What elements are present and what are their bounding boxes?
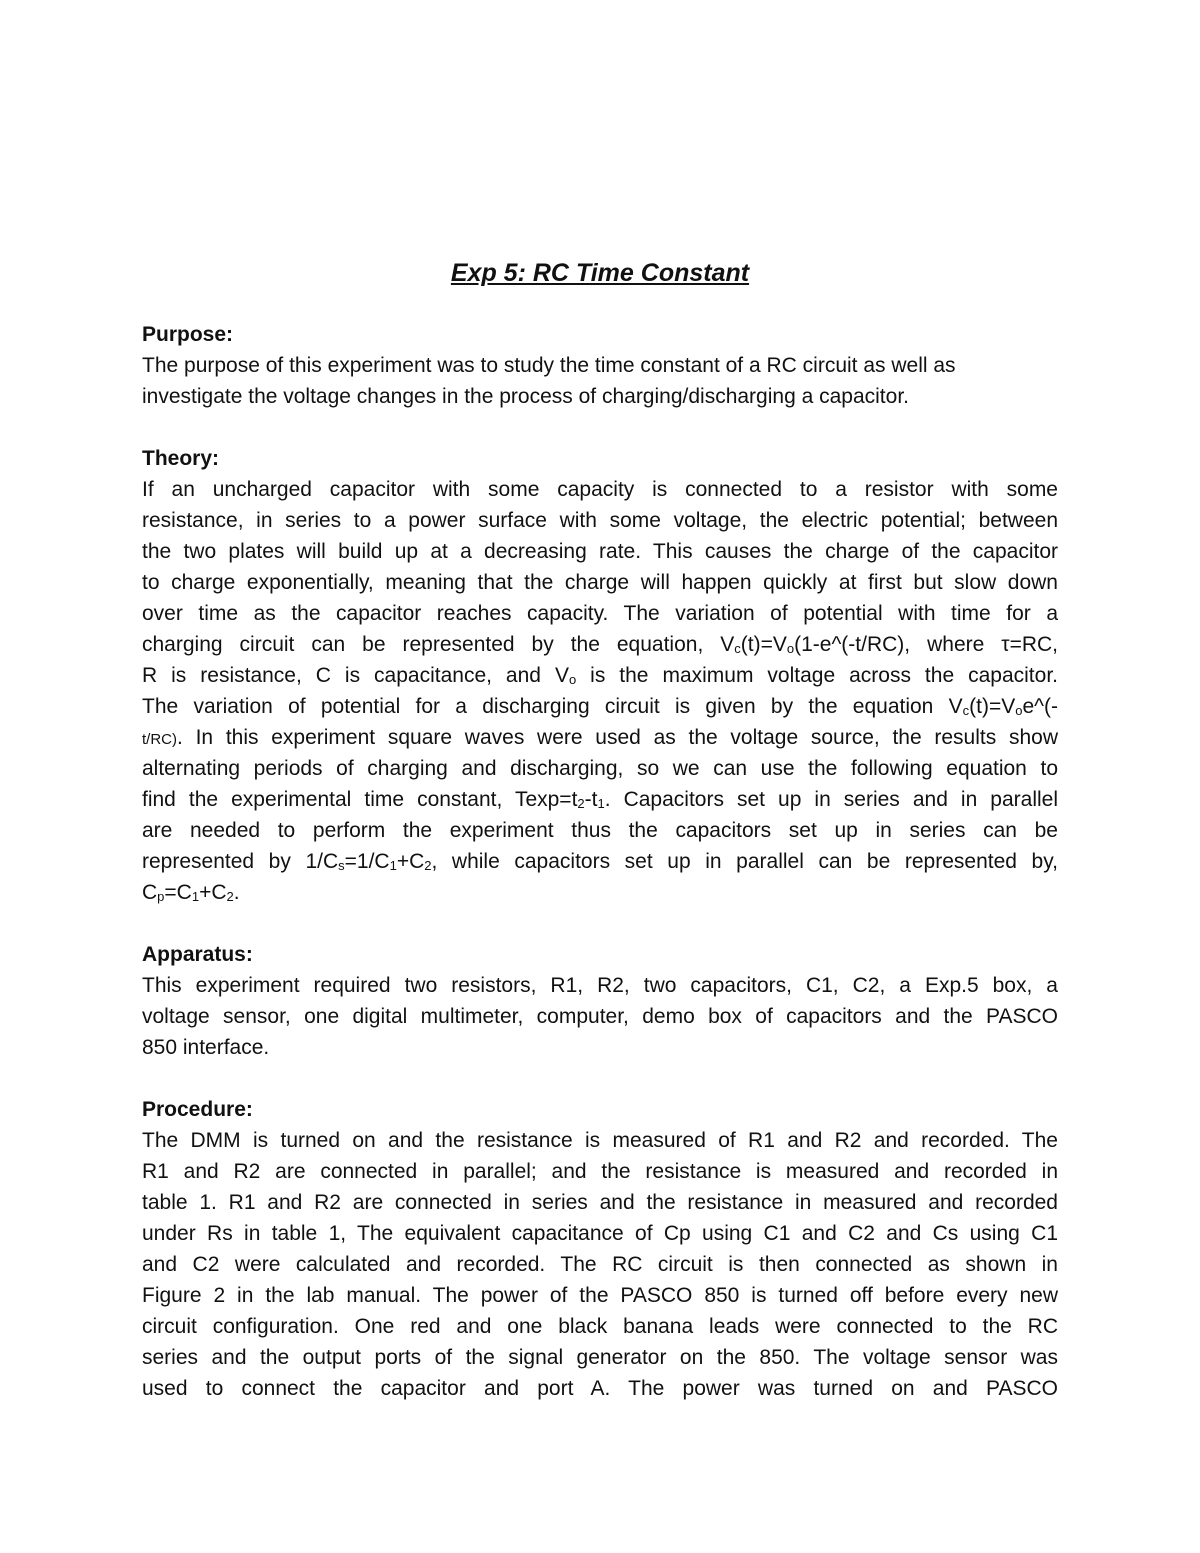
procedure-heading: Procedure: [142, 1098, 253, 1121]
text-run: (1-e^(-t/RC), where τ=RC, [794, 633, 1058, 656]
subscript: 1 [389, 858, 397, 873]
purpose-line: The purpose of this experiment was to study the time constant of a RC circuit as well as [142, 354, 956, 377]
text-run: =C [164, 881, 192, 904]
apparatus-body [142, 970, 1058, 1063]
text-run: e^(- [1022, 695, 1058, 718]
procedure-line: series and the output ports of the signal generator on the 850. The voltage sensor was [142, 1346, 1058, 1369]
procedure-body [142, 1125, 1058, 1404]
subscript: s [338, 858, 345, 873]
text-run: (t)=V [969, 695, 1016, 718]
subscript: 1 [597, 796, 605, 811]
theory-line: to charge exponentially, meaning that the charge will happen quickly at first but slow down [142, 571, 1058, 594]
apparatus-line: 850 interface. [142, 1036, 270, 1059]
theory-line-equation-discharging [142, 691, 1058, 722]
theory-line: If an uncharged capacitor with some capacity is connected to a resistor with some [142, 478, 1058, 501]
theory-line [142, 660, 1058, 691]
theory-line-series-capacitance [142, 846, 1058, 877]
theory-line: are needed to perform the experiment thus the capacitors set up in series can be [142, 819, 1058, 842]
text-run: =1/C [344, 850, 390, 873]
text-run: +C [396, 850, 425, 873]
subscript: p [157, 889, 165, 904]
theory-body [142, 474, 1058, 908]
theory-line [142, 722, 1058, 753]
subscript: o [786, 641, 795, 656]
text-run: charging circuit can be represented by the equation, V [142, 633, 735, 656]
procedure-line: used to connect the capacitor and port A. The power was turned on and PASCO [142, 1377, 1058, 1400]
text-run: -t [584, 788, 598, 811]
text-run: . [233, 881, 240, 904]
text-run: . In this experiment square waves were used as the voltage source, the results show [177, 726, 1058, 749]
subscript: 2 [424, 858, 432, 873]
theory-line: alternating periods of charging and discharging, so we can use the following equation to [142, 757, 1058, 780]
apparatus-section [142, 939, 1058, 1063]
theory-line-parallel-capacitance [142, 877, 1058, 908]
text-run: find the experimental time constant, Texp=t [142, 788, 578, 811]
subscript: 1 [191, 889, 200, 904]
procedure-line: and C2 were calculated and recorded. The RC circuit is then connected as shown in [142, 1253, 1058, 1276]
subscript: c [734, 641, 741, 656]
purpose-section [142, 319, 1058, 412]
procedure-line: table 1. R1 and R2 are connected in series and the resistance in measured and recorded [142, 1191, 1058, 1214]
theory-line: the two plates will build up at a decreasing rate. This causes the charge of the capacitor [142, 540, 1058, 563]
text-run: +C [199, 881, 227, 904]
text-run: The variation of potential for a discharging circuit is given by the equation V [142, 695, 963, 718]
text-run: represented by 1/C [142, 850, 339, 873]
subscript: 2 [577, 796, 585, 811]
procedure-line: Figure 2 in the lab manual. The power of the PASCO 850 is turned off before every new [142, 1284, 1058, 1307]
procedure-line: The DMM is turned on and the resistance is measured of R1 and R2 and recorded. The [142, 1129, 1058, 1152]
theory-line-equation-charging [142, 629, 1058, 660]
text-run: is the maximum voltage across the capacitor. [576, 664, 1058, 687]
theory-line: over time as the capacitor reaches capacity. The variation of potential with time for a [142, 602, 1058, 625]
text-run-small: t/RC) [142, 731, 177, 748]
subscript: c [962, 703, 970, 718]
procedure-section [142, 1094, 1058, 1404]
text-run: (t)=V [740, 633, 787, 656]
text-run: C [142, 881, 158, 904]
procedure-line: circuit configuration. One red and one black banana leads were connected to the RC [142, 1315, 1058, 1338]
subscript: o [568, 672, 577, 687]
theory-line: resistance, in series to a power surface with some voltage, the electric potential; between [142, 509, 1058, 532]
apparatus-line: This experiment required two resistors, R1, R2, two capacitors, C1, C2, a Exp.5 box, a [142, 974, 1058, 997]
purpose-body [142, 350, 1058, 412]
text-run: . Capacitors set up in series and in parallel [604, 788, 1058, 811]
document-page [142, 255, 1058, 1435]
document-title: Exp 5: RC Time Constant [450, 259, 750, 287]
text-run: , while capacitors set up in parallel can be represented by, [431, 850, 1058, 873]
apparatus-line: voltage sensor, one digital multimeter, computer, demo box of capacitors and the PASCO [142, 1005, 1058, 1028]
text-run: R is resistance, C is capacitance, and V [142, 664, 569, 687]
theory-heading: Theory: [142, 447, 220, 470]
apparatus-heading: Apparatus: [142, 943, 253, 966]
theory-section [142, 443, 1058, 908]
theory-line-texp [142, 784, 1058, 815]
subscript: 2 [226, 889, 234, 904]
purpose-heading: Purpose: [142, 323, 234, 346]
subscript: o [1015, 703, 1023, 718]
purpose-line: investigate the voltage changes in the process of charging/discharging a capacitor. [142, 385, 909, 408]
procedure-line: under Rs in table 1, The equivalent capacitance of Cp using C1 and C2 and Cs using C1 [142, 1222, 1058, 1245]
procedure-line: R1 and R2 are connected in parallel; and the resistance is measured and recorded in [142, 1160, 1058, 1183]
